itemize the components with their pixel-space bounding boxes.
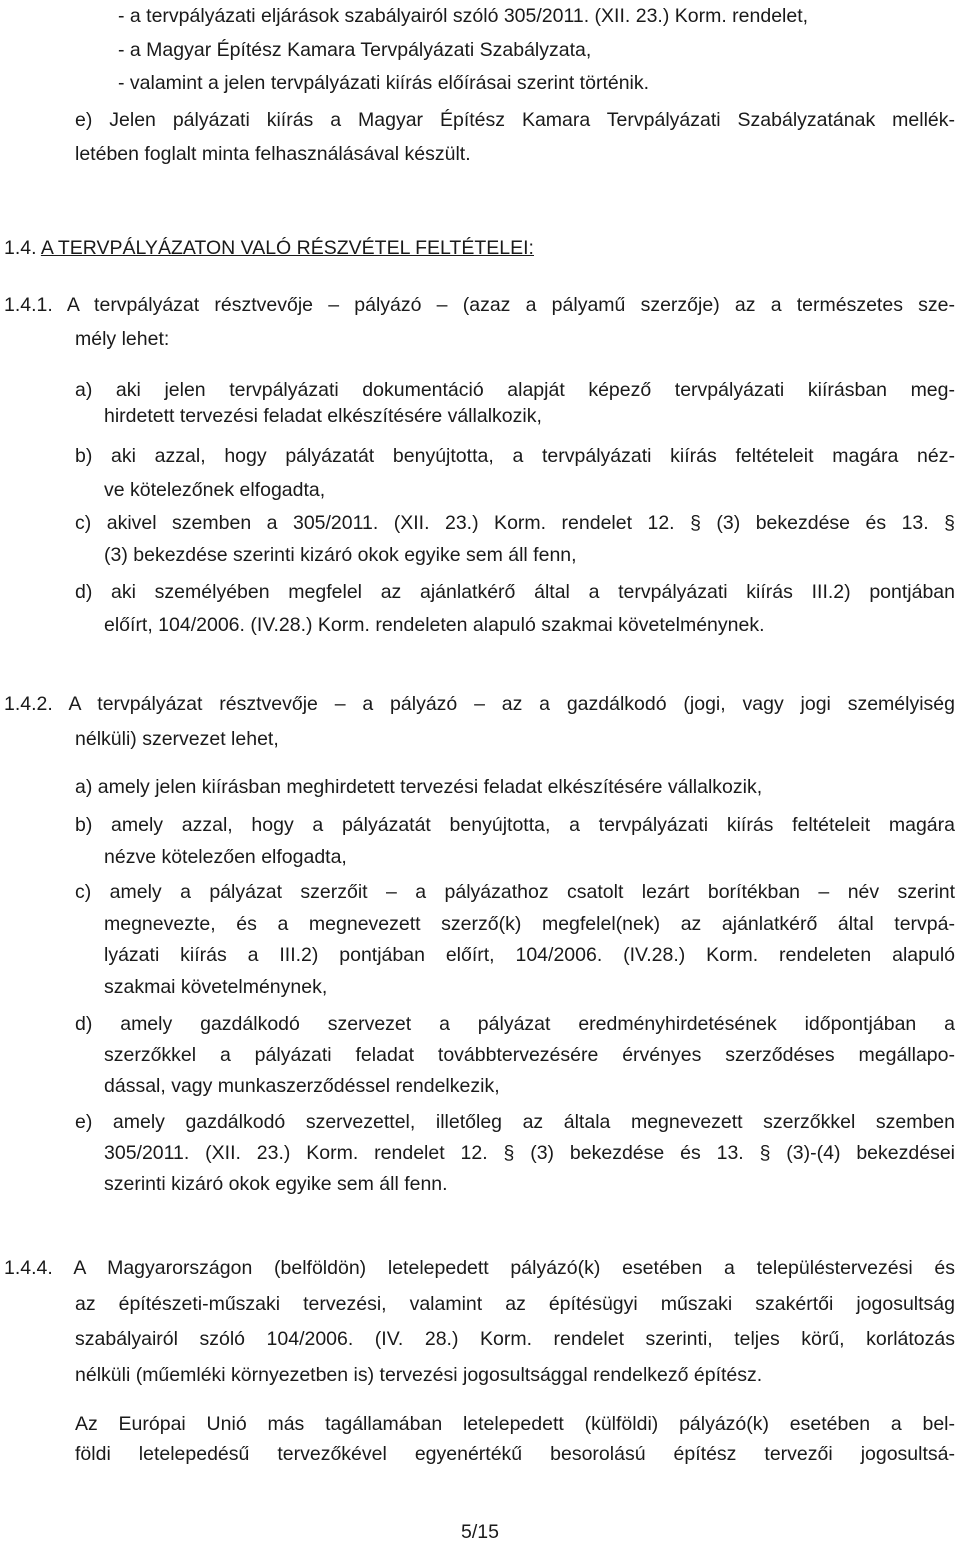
list-item-c-cont: szakmai követelménynek,	[104, 976, 328, 998]
paragraph-1-4-4-line: 1.4.4. A Magyarországon (belföldön) letelepedett pályázó(k) esetében a településtervezési és	[4, 1257, 955, 1279]
paragraph-1-4-4-line: az építészeti-műszaki tervezési, valamint az építésügyi műszaki szakértői jogosultság	[75, 1293, 955, 1315]
paragraph-eu-line: földi letelepedésű tervezőkével egyenértékű besorolású építész tervezői jogosultsá-	[75, 1443, 955, 1465]
section-title: A TERVPÁLYÁZATON VALÓ RÉSZVÉTEL FELTÉTELEI:	[40, 237, 534, 259]
list-item-c-cont: megnevezte, és a megnevezett szerző(k) megfelel(nek) az ajánlatkérő által tervpá-	[104, 913, 955, 935]
paragraph-1-4-1-line: 1.4.1. A tervpályázat résztvevője – pályázó – (azaz a pályamű szerzője) az a természetes sze-	[4, 294, 955, 316]
list-item-b-cont: ve kötelezőnek elfogadta,	[104, 479, 326, 501]
list-item-a-cont: hirdetett tervezési feladat elkészítésére vállalkozik,	[104, 405, 542, 427]
list-item-b-cont: nézve kötelezően elfogadta,	[104, 846, 347, 868]
paragraph-1-4-4-line: nélküli (műemléki környezetben is) tervezési jogosultsággal rendelkező építész.	[75, 1364, 763, 1386]
list-item-e-cont: szerinti kizáró okok egyike sem áll fenn.	[104, 1173, 448, 1195]
list-item-d-cont: dással, vagy munkaszerződéssel rendelkezik,	[104, 1075, 500, 1097]
list-item-b: b) aki azzal, hogy pályázatát benyújtotta, a tervpályázati kiírás feltételeit magára néz-	[75, 445, 955, 467]
page-number: 5/15	[461, 1521, 499, 1543]
list-item-a: a) amely jelen kiírásban meghirdetett tervezési feladat elkészítésére vállalkozik,	[75, 776, 763, 798]
paragraph-1-4-4-line: szabályairól szóló 104/2006. (IV. 28.) Korm. rendelet szerinti, teljes körű, korlátozás	[75, 1328, 955, 1350]
paragraph-1-4-1-line: mély lehet:	[75, 328, 170, 350]
section-number: 1.4.	[4, 237, 37, 259]
list-item-d-cont: előírt, 104/2006. (IV.28.) Korm. rendeleten alapuló szakmai követelménynek.	[104, 614, 765, 636]
item-e-line: letében foglalt minta felhasználásával készült.	[75, 143, 471, 165]
list-item-c-cont: (3) bekezdése szerinti kizáró okok egyike sem áll fenn,	[104, 544, 577, 566]
list-item-c-cont: lyázati kiírás a III.2) pontjában előírt, 104/2006. (IV.28.) Korm. rendeleten alapuló	[104, 944, 955, 966]
item-e-line: e) Jelen pályázati kiírás a Magyar Építész Kamara Tervpályázati Szabályzatának mellék-	[75, 109, 955, 131]
section-heading	[4, 236, 534, 260]
list-line: - valamint a jelen tervpályázati kiírás előírásai szerint történik.	[118, 72, 650, 94]
list-item-c: c) akivel szemben a 305/2011. (XII. 23.) Korm. rendelet 12. § (3) bekezdése és 13. §	[75, 512, 955, 534]
list-item-c: c) amely a pályázat szerzőit – a pályázathoz csatolt lezárt borítékban – név szerint	[75, 881, 955, 903]
list-item-d-cont: szerzőkkel a pályázati feladat továbbtervezésére érvényes szerződéses megállapo-	[104, 1044, 955, 1066]
list-line: - a tervpályázati eljárások szabályairól szóló 305/2011. (XII. 23.) Korm. rendelet,	[118, 5, 809, 27]
list-item-a: a) aki jelen tervpályázati dokumentáció alapját képező tervpályázati kiírásban meg-	[75, 379, 955, 401]
list-item-e: e) amely gazdálkodó szervezettel, illetőleg az általa megnevezett szerzőkkel szemben	[75, 1111, 955, 1133]
paragraph-eu-line: Az Európai Unió más tagállamában letelepedett (külföldi) pályázó(k) esetében a bel-	[75, 1413, 955, 1435]
list-item-d: d) aki személyében megfelel az ajánlatkérő által a tervpályázati kiírás III.2) pontjában	[75, 581, 955, 603]
list-item-d: d) amely gazdálkodó szervezet a pályázat eredményhirdetésének időpontjában a	[75, 1013, 955, 1035]
list-item-b: b) amely azzal, hogy a pályázatát benyújtotta, a tervpályázati kiírás feltételeit magára	[75, 814, 955, 836]
paragraph-1-4-2-line: 1.4.2. A tervpályázat résztvevője – a pályázó – az a gazdálkodó (jogi, vagy jogi személyiség	[4, 693, 955, 715]
list-line: - a Magyar Építész Kamara Tervpályázati Szabályzata,	[118, 39, 592, 61]
list-item-e-cont: 305/2011. (XII. 23.) Korm. rendelet 12. § (3) bekezdése és 13. § (3)-(4) bekezdései	[104, 1142, 955, 1164]
paragraph-1-4-2-line: nélküli) szervezet lehet,	[75, 728, 279, 750]
